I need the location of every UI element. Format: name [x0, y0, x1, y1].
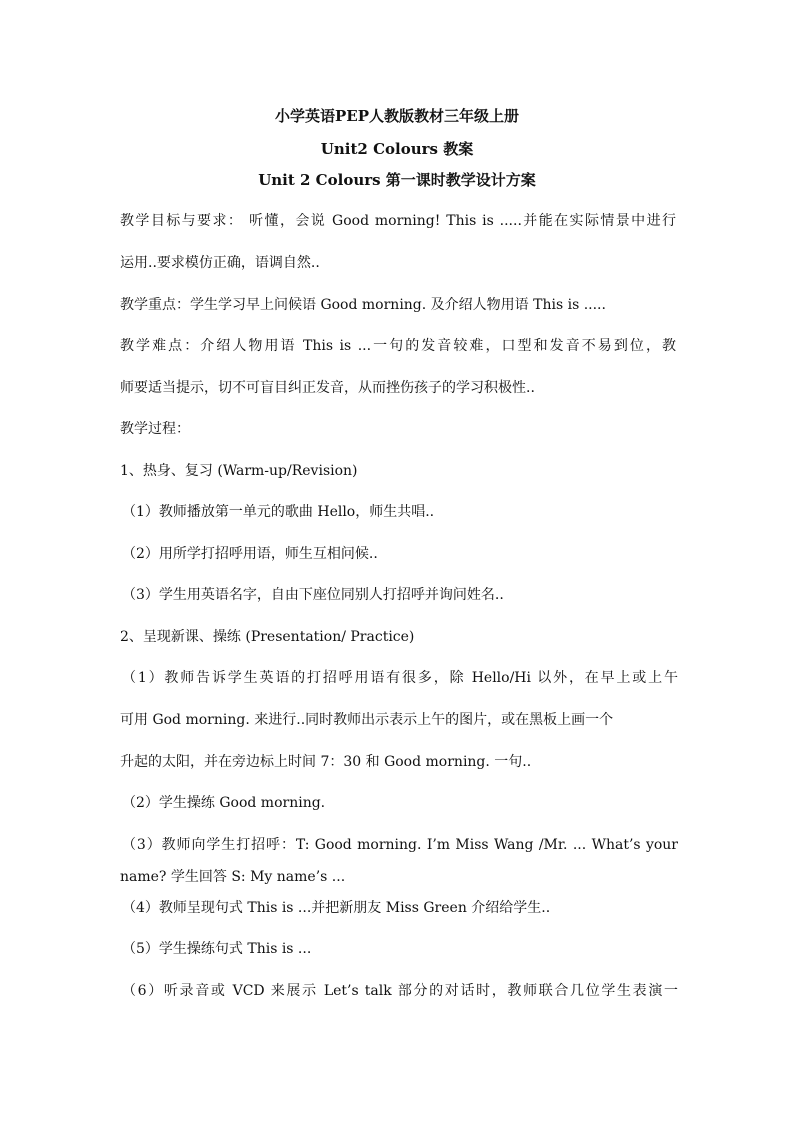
unit-heading: Unit2 Colours 教案 [320, 140, 474, 158]
section-2-item-3-line-2: name? 学生回答 S: My name’s ... [120, 869, 346, 885]
section-1-heading: 1、热身、复习 (Warm-up/Revision) [120, 463, 358, 479]
objectives-line-2: 运用..要求模仿正确，语调自然.. [120, 255, 320, 271]
key-point-line: 教学重点：学生学习早上问候语 Good morning. 及介绍人物用语 This is ..... [120, 297, 606, 313]
section-2-item-6: （6）听录音或 VCD 来展示 Let’s talk 部分的对话时，教师联合几位学生表演一 [122, 983, 678, 999]
section-2-item-5: （5）学生操练句式 This is ... [122, 941, 312, 957]
document-title: 小学英语PEP人教版教材三年级上册 [275, 107, 519, 125]
section-2-item-1-line-1: （1）教师告诉学生英语的打招呼用语有很多，除 Hello/Hi 以外，在早上或上午 [122, 670, 678, 686]
difficulty-line-2: 师要适当提示，切不可盲目纠正发音，从而挫伤孩子的学习积极性.. [120, 380, 535, 396]
difficulty-line-1: 教学难点：介绍人物用语 This is ...一句的发音较难，口型和发音不易到位，教 [120, 338, 676, 354]
section-1-item-1: （1）教师播放第一单元的歌曲 Hello，师生共唱.. [122, 504, 435, 520]
section-2-heading: 2、呈现新课、操练 (Presentation/ Practice) [120, 629, 415, 645]
process-heading: 教学过程： [120, 421, 190, 437]
section-1-item-3: （3）学生用英语名字，自由下座位同别人打招呼并询问姓名.. [122, 587, 504, 603]
section-2-item-1-line-3: 升起的太阳，并在旁边标上时间 7：30 和 Good morning. 一句.. [120, 754, 532, 770]
section-2-item-3-line-1: （3）教师向学生打招呼：T: Good morning. I’m Miss Wang /Mr. ... What’s your [122, 837, 678, 853]
objectives-line-1: 教学目标与要求： 听懂，会说 Good morning! This is .....并能在实际情景中进行 [120, 213, 676, 229]
section-2-item-4: （4）教师呈现句式 This is ...并把新朋友 Miss Green 介绍给学生.. [122, 900, 551, 916]
lesson-heading: Unit 2 Colours 第一课时教学设计方案 [258, 171, 536, 189]
section-2-item-2: （2）学生操练 Good morning. [122, 795, 326, 811]
section-1-item-2: （2）用所学打招呼用语，师生互相问候.. [122, 546, 378, 562]
section-2-item-1-line-2: 可用 God morning. 来进行..同时教师出示表示上午的图片，或在黑板上画一个 [120, 712, 614, 728]
